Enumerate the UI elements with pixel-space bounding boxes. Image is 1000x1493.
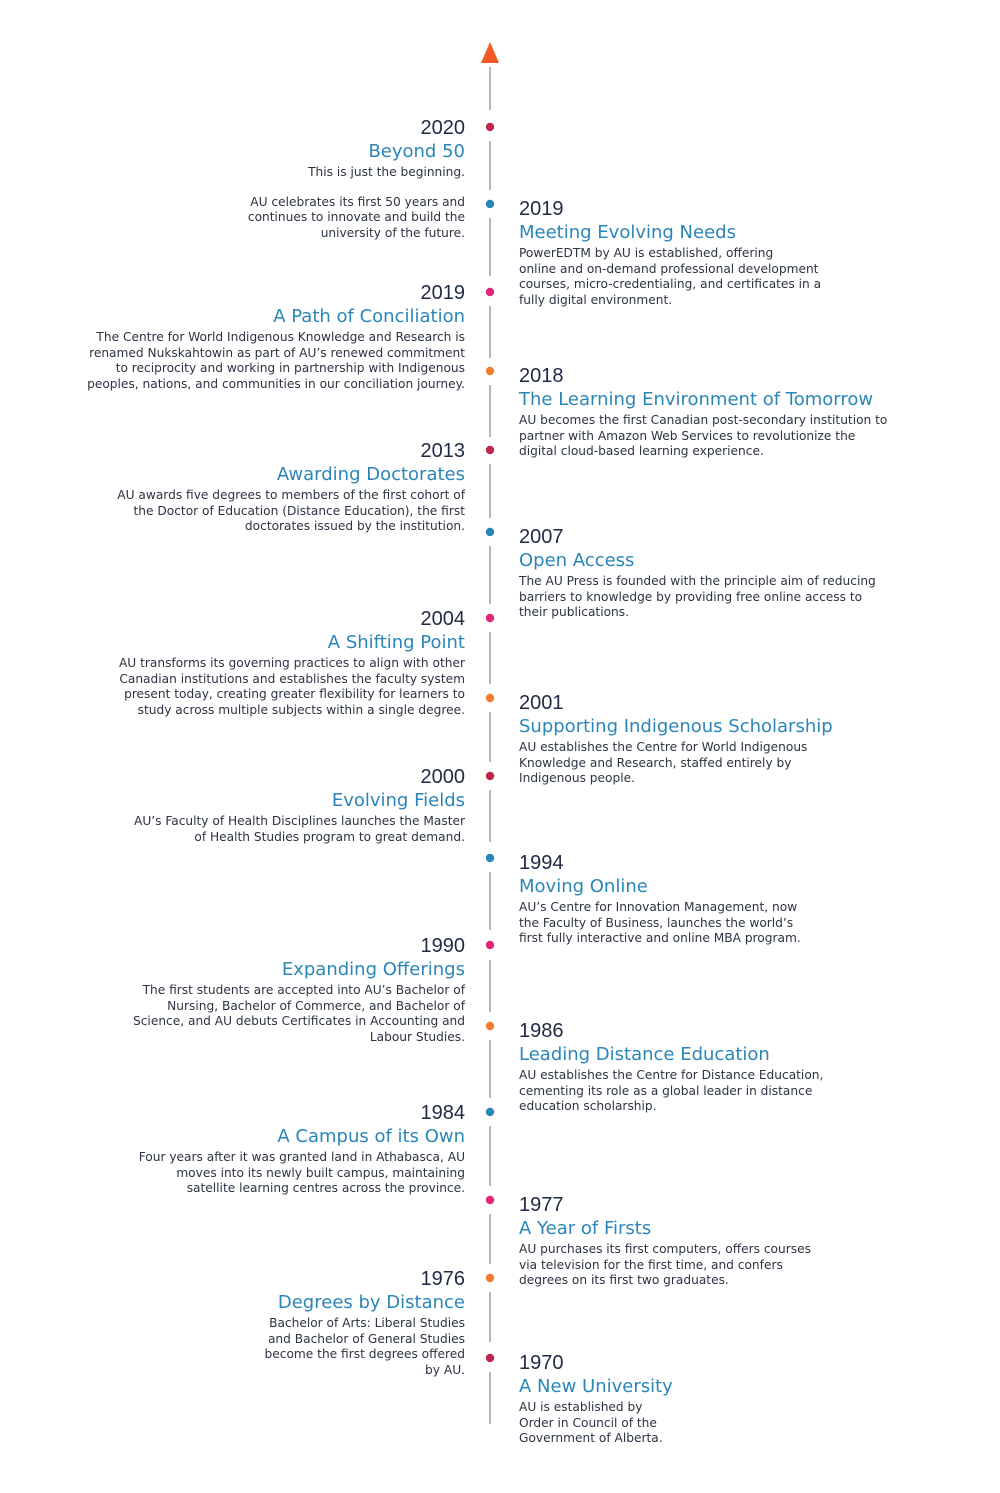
milestone-2019-right [519, 197, 821, 308]
milestone-year: 1994 [519, 852, 564, 874]
milestone-description: The AU Press is founded with the principle aim of reducing barriers to knowledge by providing free online access to their publications. [519, 574, 876, 620]
milestone-year: 1986 [519, 1020, 564, 1042]
dot-icon [486, 1022, 494, 1030]
milestone-description: Bachelor of Arts: Liberal Studies and Bachelor of General Studies become the first degrees offered by AU. [264, 1316, 465, 1377]
dot-icon [486, 694, 494, 702]
milestone-title: Expanding Offerings [281, 959, 465, 980]
dot-icon [486, 200, 494, 208]
dot-icon [486, 446, 494, 454]
milestone-2020-left [248, 116, 465, 241]
milestone-title: Evolving Fields [331, 790, 465, 811]
dot-icon [486, 1108, 494, 1116]
milestone-2001-right [519, 691, 833, 787]
milestone-year: 2001 [519, 692, 564, 714]
milestone-year: 1977 [519, 1194, 564, 1216]
dot-icon [486, 854, 494, 862]
dot-icon [486, 528, 494, 536]
dot-icon [486, 1274, 494, 1282]
milestone-title: Moving Online [519, 876, 648, 897]
milestone-1977-right [519, 1193, 811, 1289]
milestone-year: 2018 [519, 365, 564, 387]
milestone-year: 1976 [420, 1268, 465, 1290]
dot-icon [486, 367, 494, 375]
milestone-title: A Path of Conciliation [273, 306, 465, 327]
milestone-1994-right [519, 851, 801, 947]
milestone-description: PowerEDTM by AU is established, offering online and on-demand professional development courses, micro-credentialing, and certificates in a fully digital environment. [519, 246, 822, 307]
milestone-1984-left [139, 1101, 465, 1197]
milestone-year: 2007 [519, 526, 564, 548]
milestone-year: 2019 [519, 198, 564, 220]
milestone-1990-left [133, 934, 465, 1045]
milestone-description: The first students are accepted into AU’s Bachelor of Nursing, Bachelor of Commerce, and Bachelor of Science, and AU debuts Certificates in Accounting and Labour Studies. [133, 983, 465, 1044]
arrow-up-icon [481, 42, 499, 63]
milestone-description: AU establishes the Centre for Distance Education, cementing its role as a global leader in distance education scholarship. [519, 1068, 824, 1114]
milestone-2018-right [519, 364, 887, 460]
milestone-description: AU’s Faculty of Health Disciplines launches the Master of Health Studies program to great demand. [133, 814, 465, 844]
milestone-2000-left [134, 765, 465, 845]
dot-icon [486, 123, 494, 131]
milestone-title: Meeting Evolving Needs [519, 222, 736, 243]
milestone-year: 1984 [420, 1102, 465, 1124]
milestone-2019-left [87, 281, 465, 392]
milestone-description: AU establishes the Centre for World Indigenous Knowledge and Research, staffed entirely by Indigenous people. [519, 740, 808, 786]
milestone-year: 1990 [420, 935, 465, 957]
milestone-description: AU transforms its governing practices to align with other Canadian institutions and establishes the faculty system present today, creating greater flexibility for learners to study across multiple subjects within a single degree. [118, 656, 465, 717]
milestone-title: A New University [519, 1376, 673, 1397]
milestone-description: AU awards five degrees to members of the first cohort of the Doctor of Education (Distance Education), the first doctorates issued by the institution. [117, 488, 465, 534]
milestone-description: The Centre for World Indigenous Knowledge and Research is renamed Nukskahtowin as part of AU’s renewed commitment to reciprocity and working in partnership with Indigenous peoples, nations, and communities in our conciliation journey. [87, 330, 465, 391]
milestone-title: Beyond 50 [368, 141, 465, 162]
milestone-description-extra: AU celebrates its first 50 years and continues to innovate and build the university of the future. [247, 194, 465, 240]
milestone-description: Four years after it was granted land in Athabasca, AU moves into its newly built campus, maintaining satellite learning centres across the province. [138, 1150, 465, 1196]
milestone-1986-right [519, 1019, 823, 1115]
milestone-title: A Shifting Point [327, 632, 465, 653]
milestone-title: Awarding Doctorates [276, 464, 465, 485]
milestone-2013-left [117, 439, 465, 535]
milestone-year: 2000 [420, 766, 465, 788]
milestone-year: 1970 [519, 1352, 564, 1374]
milestone-title: Open Access [519, 550, 635, 571]
milestone-year: 2019 [420, 282, 465, 304]
milestone-description: AU becomes the first Canadian post-secondary institution to partner with Amazon Web Services to revolutionize the digital cloud-based learning experience. [519, 413, 888, 459]
milestone-title: A Year of Firsts [519, 1218, 652, 1239]
milestone-description: This is just the beginning. [308, 165, 465, 179]
milestone-title: Degrees by Distance [277, 1292, 465, 1313]
dot-icon [486, 941, 494, 949]
milestone-description: AU is established by Order in Council of the Government of Alberta. [519, 1400, 663, 1446]
dot-icon [486, 1196, 494, 1204]
milestone-title: Supporting Indigenous Scholarship [519, 716, 833, 737]
milestone-description: AU’s Centre for Innovation Management, now the Faculty of Business, launches the world’s first fully interactive and online MBA program. [519, 900, 801, 946]
milestone-title: Leading Distance Education [519, 1044, 770, 1065]
milestone-title: A Campus of its Own [277, 1126, 465, 1147]
milestone-1976-left [265, 1267, 465, 1378]
dot-icon [486, 772, 494, 780]
milestone-year: 2013 [420, 440, 465, 462]
milestone-year: 2020 [420, 117, 465, 139]
dot-icon [486, 614, 494, 622]
milestone-2007-right [519, 525, 876, 621]
milestone-2004-left [119, 607, 465, 718]
milestone-title: The Learning Environment of Tomorrow [519, 389, 874, 410]
dot-icon [486, 288, 494, 296]
milestone-1970-right [519, 1351, 673, 1447]
dot-icon [486, 1354, 494, 1362]
milestone-year: 2004 [420, 608, 465, 630]
milestone-description: AU purchases its first computers, offers courses via television for the first time, and confers degrees on its first two graduates. [519, 1242, 811, 1288]
